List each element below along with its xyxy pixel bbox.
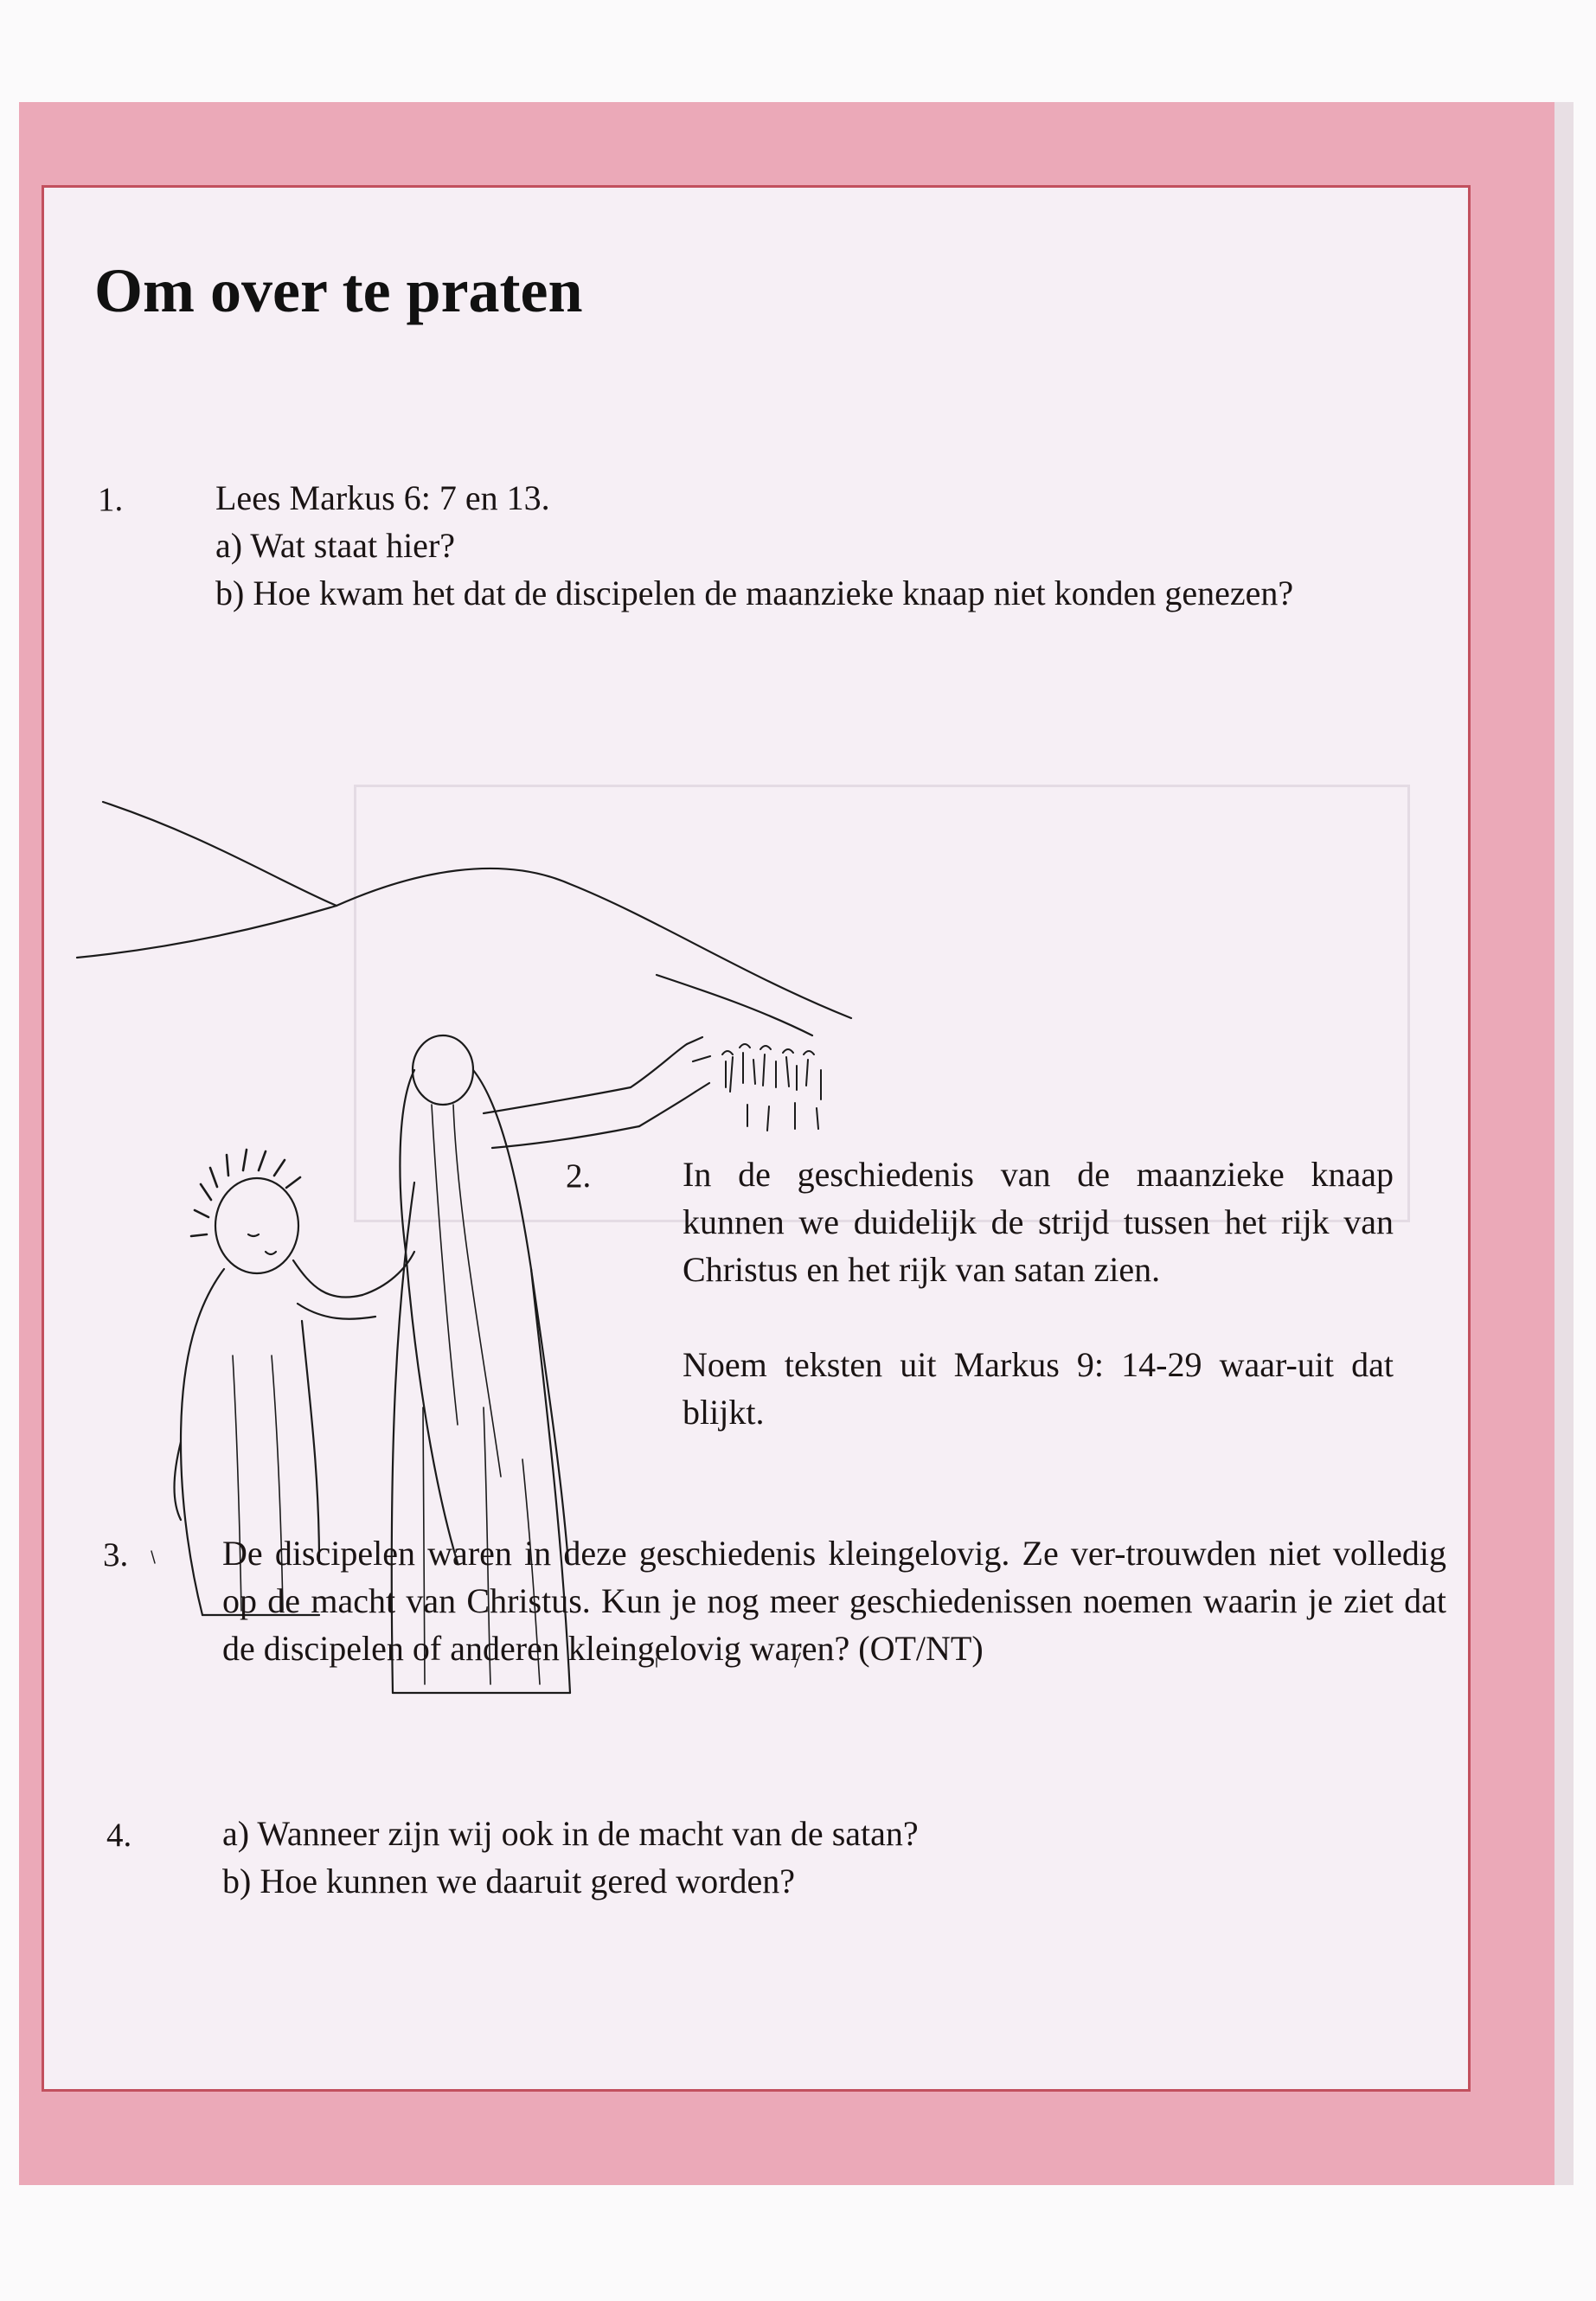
question-4-number: 4.: [106, 1817, 132, 1854]
question-3-number: 3.: [103, 1536, 129, 1574]
question-4-line-1: a) Wanneer zijn wij ook in de macht van de satan?: [222, 1814, 919, 1853]
question-1-number: 1.: [98, 481, 124, 518]
question-2-line-1: In de geschiedenis van de maanzieke knaap kunnen we duidelijk de strijd tussen het rijk van Christus en het rijk van satan zien.: [683, 1155, 1394, 1289]
content-frame: [42, 185, 1471, 2092]
question-4-line-2: b) Hoe kunnen we daaruit gered worden?: [222, 1862, 795, 1900]
page-title: Om over te praten: [94, 256, 583, 325]
question-3-line-1: De discipelen waren in deze geschiedenis kleingelovig. Ze ver-trouwden niet volledig op de macht van Christus. Kun je nog meer geschiedenissen noemen waarin je ziet dat de discipelen of anderen kleingelovig waren? (OT/NT): [222, 1534, 1446, 1668]
question-2-number: 2.: [566, 1157, 592, 1195]
question-1-line-3: b) Hoe kwam het dat de discipelen de maanzieke knaap niet konden genezen?: [215, 574, 1294, 612]
question-1-line-1: Lees Markus 6: 7 en 13.: [215, 478, 550, 517]
page-edge: [1554, 102, 1574, 2185]
question-1-line-2: a) Wat staat hier?: [215, 526, 456, 565]
question-2-line-2: Noem teksten uit Markus 9: 14-29 waar-uit dat blijkt.: [683, 1345, 1394, 1432]
